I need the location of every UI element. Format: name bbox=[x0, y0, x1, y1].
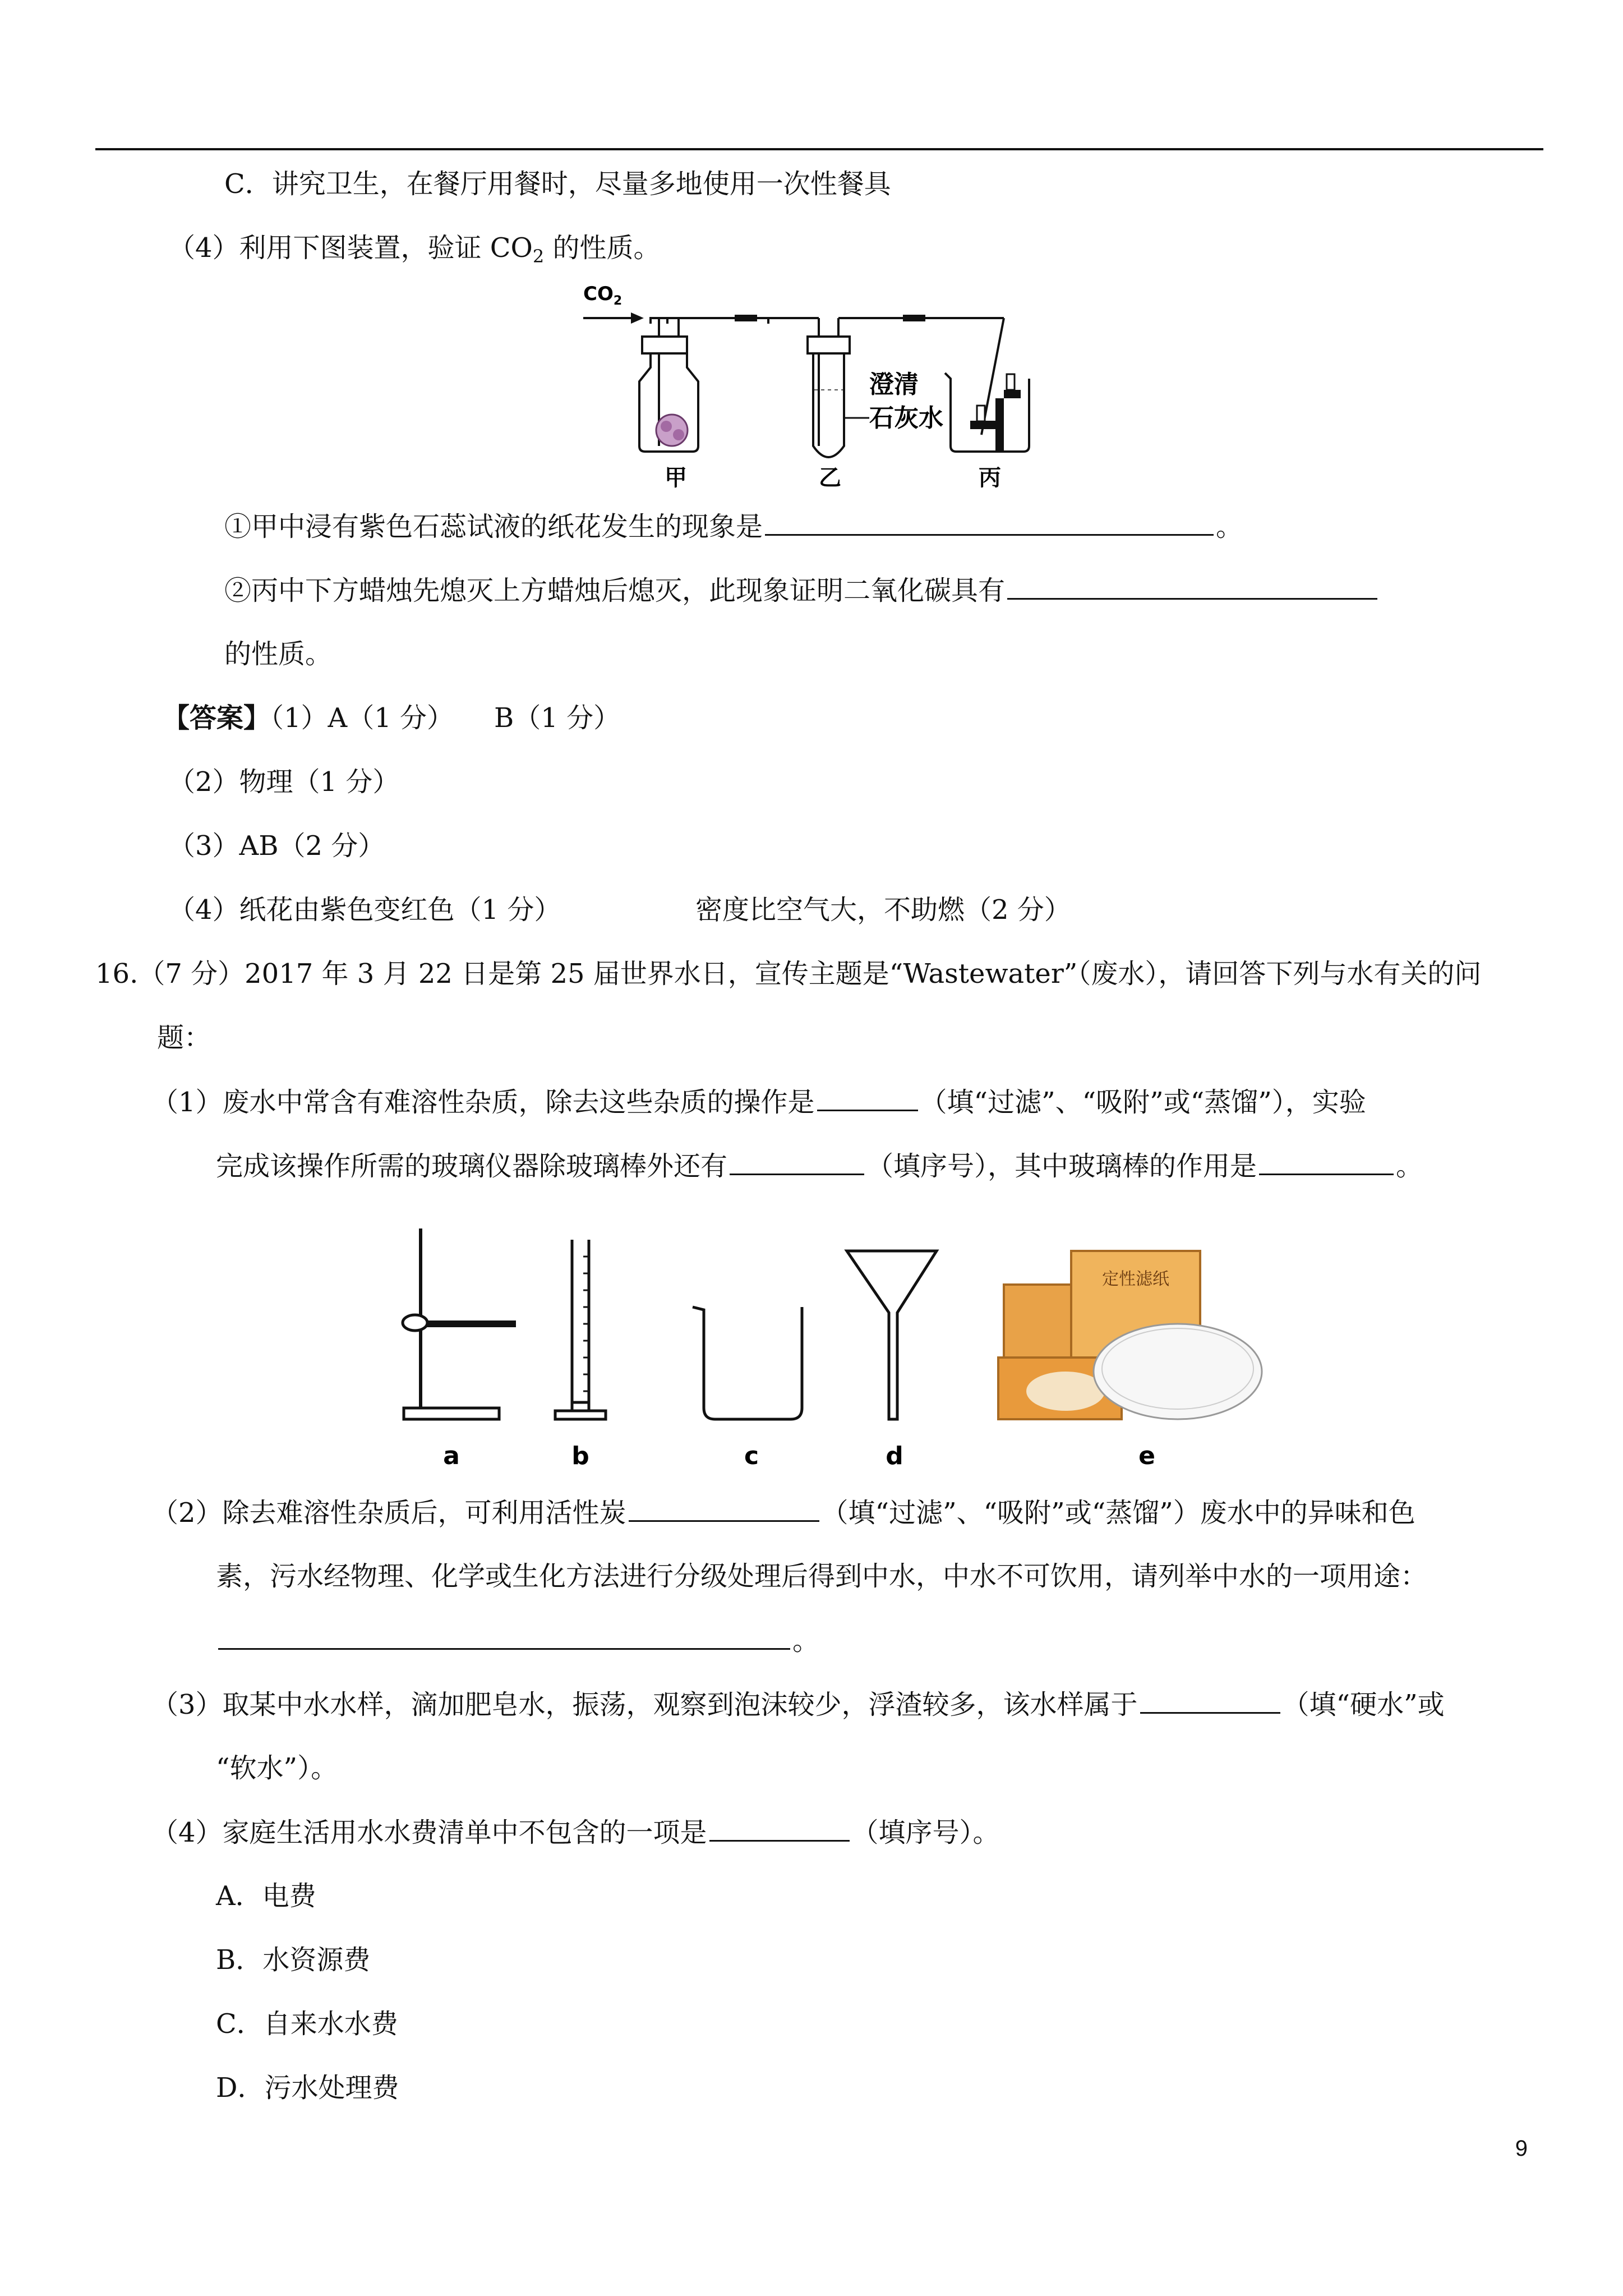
label-jia: 甲 bbox=[665, 465, 687, 491]
q15-subq1: ①甲中浸有紫色石蕊试液的纸花发生的现象是 。 bbox=[224, 509, 1243, 544]
q16-part2-line1: （2）除去难溶性杂质后，可利用活性炭 （填“过滤”、“吸附”或“蒸馏”）废水中的异味和色 bbox=[151, 1496, 1415, 1530]
q16-p3-blank[interactable] bbox=[1140, 1687, 1280, 1714]
q15-answer-2: （2）物理（1 分） bbox=[168, 766, 400, 798]
q16-part1-line2: 完成该操作所需的玻璃仪器除玻璃棒外还有 （填序号），其中玻璃棒的作用是 。 bbox=[216, 1149, 1423, 1183]
q15-subq2: ②丙中下方蜡烛先熄灭上方蜡烛后熄灭，此现象证明二氧化碳具有 bbox=[224, 573, 1380, 608]
q15-subq2-cont: 的性质。 bbox=[224, 638, 333, 670]
q16-part3-line1: （3）取某中水水样，滴加肥皂水，振荡，观察到泡沫较少，浮渣较多，该水样属于 （填“硬水”或 bbox=[151, 1687, 1445, 1722]
q16-p4-blank[interactable] bbox=[709, 1815, 850, 1842]
label-d: d bbox=[886, 1442, 903, 1470]
q16-p1-blank-2[interactable] bbox=[730, 1149, 864, 1175]
co2-apparatus-figure bbox=[578, 278, 1110, 494]
q16-part2-line2: 素，污水经物理、化学或生化方法进行分级处理后得到中水，中水不可饮用，请列举中水的一项用途： bbox=[216, 1561, 1428, 1592]
q15-part4-sub: 2 bbox=[532, 246, 545, 267]
paper-flower-icon bbox=[656, 415, 688, 446]
jia-stopper bbox=[642, 337, 687, 353]
q15-answer-3: （3）AB（2 分） bbox=[168, 830, 385, 862]
label-b: b bbox=[571, 1442, 589, 1470]
q16-part1-line1: （1）废水中常含有难溶性杂质，除去这些杂质的操作是 （填“过滤”、“吸附”或“蒸馏”），实验 bbox=[151, 1085, 1366, 1119]
label-a: a bbox=[443, 1442, 460, 1470]
co2-arrow-head bbox=[631, 312, 644, 324]
q15-subq2-blank[interactable] bbox=[1007, 573, 1377, 600]
label-bing: 丙 bbox=[979, 465, 1001, 491]
q15-part4-pre: （4）利用下图装置，验证 CO bbox=[168, 232, 533, 264]
q15-subq1-blank[interactable] bbox=[765, 509, 1214, 536]
q16-part2-line3: 。 bbox=[216, 1623, 819, 1658]
q16-p2-blank-2[interactable] bbox=[218, 1623, 790, 1650]
q16-option-b: B．水资源费 bbox=[216, 1944, 371, 1976]
q16-option-a: A．电费 bbox=[216, 1880, 316, 1912]
co2-inlet-label: $CO_2$ bbox=[583, 283, 623, 308]
q15-option-c: C．讲究卫生，在餐厅用餐时，尽量多地使用一次性餐具 bbox=[224, 168, 891, 200]
q15-part4-post: 的性质。 bbox=[544, 232, 661, 264]
rubber-joint-2 bbox=[903, 315, 925, 321]
q16-p1-blank-1[interactable] bbox=[817, 1085, 918, 1111]
candle-stand-high bbox=[1004, 390, 1021, 398]
bing-beaker bbox=[945, 373, 1029, 452]
q16-p2-blank-1[interactable] bbox=[629, 1496, 819, 1522]
q15-part4 bbox=[168, 231, 661, 273]
label-c: c bbox=[744, 1442, 759, 1470]
header-rule bbox=[95, 148, 1543, 150]
candle-low-icon bbox=[977, 406, 985, 421]
limewater-label-2: 石灰水 bbox=[869, 404, 943, 432]
label-yi: 乙 bbox=[819, 465, 841, 491]
answer-label: 【答案】 bbox=[163, 702, 271, 734]
iron-stand-icon bbox=[403, 1228, 516, 1419]
candle-high-icon bbox=[1007, 374, 1015, 390]
label-e: e bbox=[1138, 1442, 1155, 1470]
q16-stem-2: 题： bbox=[157, 1022, 211, 1053]
filter-paper-icon bbox=[998, 1251, 1262, 1419]
lab-equipment-figure bbox=[393, 1217, 1301, 1475]
filter-paper-box-text: 定性滤纸 bbox=[1102, 1269, 1169, 1289]
page-number: 9 bbox=[1515, 2136, 1528, 2161]
q16-part3-line2: “软水”）。 bbox=[216, 1752, 338, 1784]
q16-part4: （4）家庭生活用水水费清单中不包含的一项是 （填序号）。 bbox=[151, 1815, 1000, 1849]
q15-answer-1: 【答案】（1）A（1 分） B（1 分） bbox=[163, 702, 621, 734]
q15-answer-4b: 密度比空气大，不助燃（2 分） bbox=[695, 894, 1071, 926]
beaker-icon bbox=[693, 1307, 802, 1419]
graduated-cylinder-icon bbox=[555, 1240, 606, 1419]
yi-stopper bbox=[808, 337, 850, 353]
funnel-icon bbox=[847, 1251, 937, 1419]
q16-option-d: D．污水处理费 bbox=[216, 2072, 399, 2104]
q16-stem-1: 16.（7 分）2017 年 3 月 22 日是第 25 届世界水日，宣传主题是“Wastewater”（废水），请回答下列与水有关的问 bbox=[95, 958, 1482, 990]
q15-answer-4a: （4）纸花由紫色变红色（1 分） bbox=[168, 894, 561, 926]
q16-option-c: C．自来水水费 bbox=[216, 2008, 398, 2040]
q16-p1-blank-3[interactable] bbox=[1259, 1149, 1394, 1175]
limewater-label-1: 澄清 bbox=[869, 370, 919, 399]
